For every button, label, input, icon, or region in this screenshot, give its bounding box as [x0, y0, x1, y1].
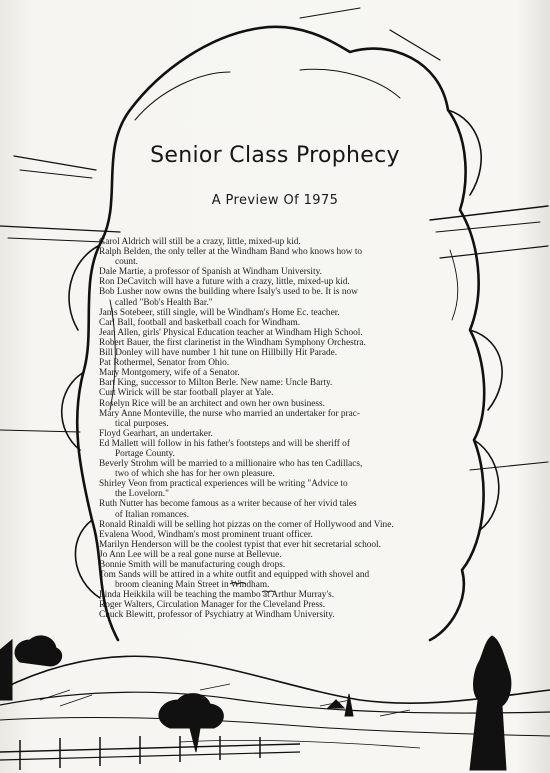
- prophecy-line: Jo Ann Lee will be a real gone nurse at Bellevue.: [99, 549, 282, 560]
- prophecy-line: Jean Allen, girls' Physical Education teacher at Windham High School.: [99, 327, 363, 338]
- prophecy-entry: [99, 287, 471, 307]
- prophecy-list: [99, 237, 471, 621]
- prophecy-line: Evalena Wood, Windham's most prominent truant officer.: [99, 529, 313, 540]
- prophecy-entry: [99, 338, 471, 348]
- prophecy-entry: [99, 590, 471, 600]
- page-title: Senior Class Prophecy: [150, 143, 400, 168]
- prophecy-line: Bart King, successor to Milton Berle. New name: Uncle Barty.: [99, 378, 333, 389]
- prophecy-entry: [99, 247, 471, 267]
- prophecy-line: Tom Sands will be attired in a white outfit and equipped with shovel and: [99, 570, 370, 581]
- prophecy-line: Shirley Veon from practical experiences will be writing "Advice to: [99, 479, 348, 490]
- prophecy-line: Pat Rothermel, Senator from Ohio.: [99, 358, 230, 369]
- prophecy-line: Ralph Belden, the only teller at the Windham Band who knows how to: [99, 247, 363, 258]
- prophecy-entry: [99, 479, 471, 499]
- prophecy-continuation-line: two of which she has for her own pleasure.: [115, 469, 275, 480]
- prophecy-entry: [99, 459, 471, 479]
- prophecy-continuation-line: the Lovelorn.": [115, 489, 169, 500]
- prophecy-entry: [99, 560, 471, 570]
- prophecy-line: Dale Martie, a professor of Spanish at Windham University.: [99, 267, 322, 278]
- prophecy-line: Chuck Blewitt, professor of Psychiatry at Windham University.: [99, 610, 335, 621]
- prophecy-line: Bob Lusher now owns the building where Isaly's used to be. It is now: [99, 287, 358, 298]
- prophecy-line: Ron DeCavitch will have a future with a crazy, little, mixed-up kid.: [99, 277, 350, 288]
- prophecy-continuation-line: count.: [115, 257, 138, 268]
- prophecy-continuation-line: tical purposes.: [115, 418, 169, 429]
- prophecy-line: Mary Anne Monteville, the nurse who married an undertaker for prac-: [99, 408, 360, 419]
- prophecy-entry: [99, 520, 471, 530]
- prophecy-line: Robert Bauer, the first clarinetist in the Windham Symphony Orchestra.: [99, 337, 366, 348]
- prophecy-line: Floyd Gearhart, an undertaker.: [99, 428, 213, 439]
- prophecy-entry: [99, 378, 471, 388]
- prophecy-line: Janis Sotebeer, still single, will be Windham's Home Ec. teacher.: [99, 307, 340, 318]
- prophecy-line: Roselyn Rice will be an architect and own her own business.: [99, 398, 325, 409]
- prophecy-entry: [99, 600, 471, 610]
- prophecy-continuation-line: called "Bob's Health Bar.": [115, 297, 213, 308]
- prophecy-entry: [99, 348, 471, 358]
- prophecy-entry: [99, 328, 471, 338]
- prophecy-entry: [99, 399, 471, 409]
- prophecy-line: Carol Aldrich will still be a crazy, little, mixed-up kid.: [99, 237, 301, 247]
- prophecy-entry: [99, 570, 471, 590]
- prophecy-entry: [99, 439, 471, 459]
- prophecy-line: Curt Wirick will be star football player at Yale.: [99, 388, 274, 399]
- page-subtitle: A Preview Of 1975: [211, 193, 339, 208]
- prophecy-entry: [99, 388, 471, 398]
- prophecy-entry: [99, 409, 471, 429]
- prophecy-entry: [99, 368, 471, 378]
- prophecy-entry: [99, 358, 471, 368]
- prophecy-line: Bonnie Smith will be manufacturing cough drops.: [99, 560, 286, 570]
- prophecy-entry: [99, 308, 471, 318]
- prophecy-line: Ronald Rinaldi will be selling hot pizzas on the corner of Hollywood and Vine.: [99, 519, 394, 530]
- prophecy-entry: [99, 318, 471, 328]
- prophecy-entry: [99, 610, 471, 620]
- prophecy-continuation-line: Portage County.: [115, 448, 175, 459]
- prophecy-line: Beverly Strohm will be married to a millionaire who has ten Cadillacs,: [99, 459, 363, 470]
- prophecy-line: Bill Donley will have number 1 hit tune on Hillbilly Hit Parade.: [99, 348, 338, 359]
- prophecy-entry: [99, 499, 471, 519]
- prophecy-continuation-line: of Italian romances.: [115, 509, 190, 520]
- prophecy-line: Carl Ball, football and basketball coach for Windham.: [99, 317, 301, 328]
- prophecy-entry: [99, 237, 471, 247]
- prophecy-continuation-line: broom cleaning Main Street in Windham.: [115, 580, 270, 591]
- prophecy-line: Ed Mallett will follow in his father's footsteps and will be sheriff of: [99, 438, 350, 449]
- prophecy-line: Mary Montgomery, wife of a Senator.: [99, 368, 240, 379]
- prophecy-line: Roger Walters, Circulation Manager for the Cleveland Press.: [99, 600, 326, 611]
- prophecy-entry: [99, 530, 471, 540]
- prophecy-entry: [99, 267, 471, 277]
- prophecy-line: Marilyn Henderson will be the coolest typist that ever hit secretarial school.: [99, 539, 381, 550]
- prophecy-entry: [99, 540, 471, 550]
- prophecy-line: Linda Heikkila will be teaching the mambo at Arthur Murray's.: [99, 590, 335, 601]
- prophecy-entry: [99, 550, 471, 560]
- prophecy-line: Ruth Nutter has become famous as a writer because of her vivid tales: [99, 499, 357, 510]
- prophecy-entry: [99, 277, 471, 287]
- prophecy-entry: [99, 429, 471, 439]
